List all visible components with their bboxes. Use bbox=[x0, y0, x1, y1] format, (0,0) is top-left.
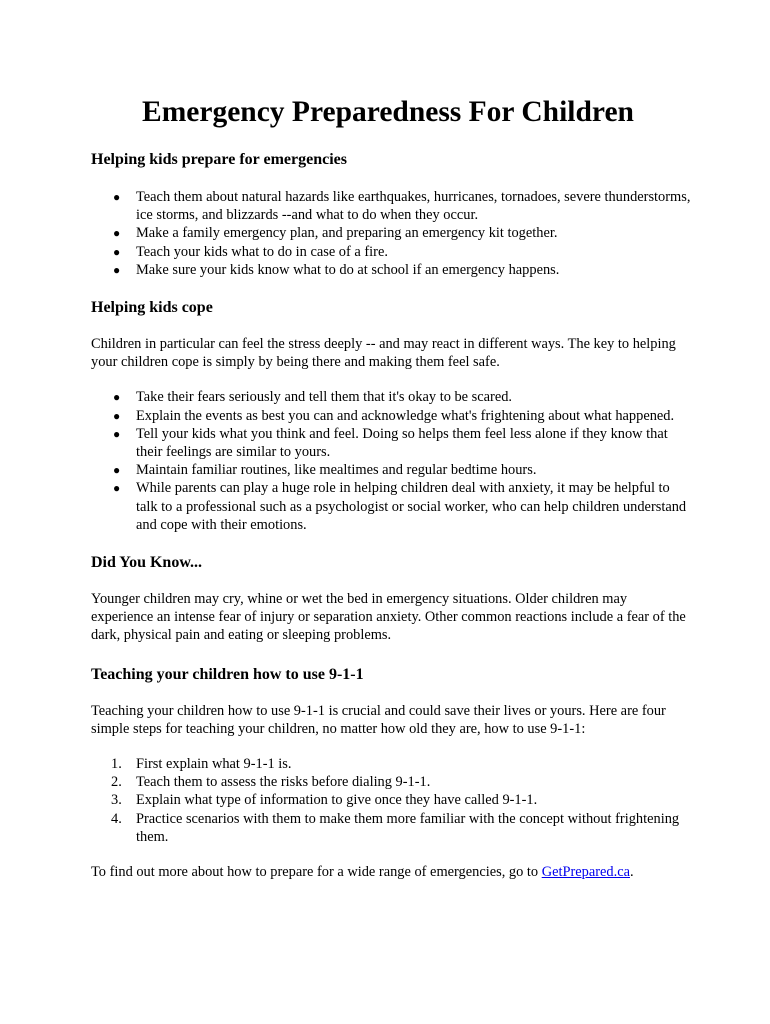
step-number: 4. bbox=[111, 810, 122, 827]
list-item-text: First explain what 9-1-1 is. bbox=[136, 756, 292, 773]
bullet-icon: ● bbox=[113, 244, 121, 259]
list-item-text: Teach them about natural hazards like earthquakes, hurricanes, tornadoes, severe thunderstorms, ice storms, and blizzards --and what to do when they occur. bbox=[136, 189, 691, 224]
cope-list bbox=[91, 388, 691, 534]
list-item-text: Tell your kids what you think and feel. Doing so helps them feel less alone if they know that their feelings are similar to yours. bbox=[136, 425, 668, 461]
bullet-icon: ● bbox=[113, 463, 121, 478]
footer-paragraph bbox=[91, 863, 691, 881]
step-number: 3. bbox=[111, 792, 122, 809]
document-page bbox=[91, 94, 691, 881]
bullet-icon: ● bbox=[113, 262, 121, 277]
list-item bbox=[91, 425, 691, 461]
list-item bbox=[91, 755, 691, 773]
list-item-text: While parents can play a huge role in helping children deal with anxiety, it may be helpful to talk to a professional such as a psychologist or social worker, who can help children understand and cope with their emotions. bbox=[136, 480, 687, 533]
list-item bbox=[91, 407, 691, 425]
list-item-text: Make sure your kids know what to do at school if an emergency happens. bbox=[136, 261, 560, 278]
page-title: Emergency Preparedness For Children bbox=[142, 96, 634, 128]
list-item-text: Maintain familiar routines, like mealtimes and regular bedtime hours. bbox=[136, 462, 537, 479]
911-intro-paragraph: Teaching your children how to use 9-1-1 is crucial and could save their lives or yours. Here are four simple steps for teaching your children, no matter how old they are, how to use 9-1-1: bbox=[91, 702, 666, 737]
cope-intro-paragraph: Children in particular can feel the stress deeply -- and may react in different ways. The key to helping your children cope is simply by being there and making them feel safe. bbox=[91, 336, 676, 371]
prepare-list bbox=[91, 188, 691, 279]
footer-text: To find out more about how to prepare for a wide range of emergencies, go to bbox=[91, 864, 542, 881]
step-number: 2. bbox=[111, 774, 122, 791]
bullet-icon: ● bbox=[113, 226, 121, 241]
section-heading-cope: Helping kids cope bbox=[91, 299, 213, 317]
step-number: 1. bbox=[111, 756, 122, 773]
bullet-icon: ● bbox=[113, 190, 121, 204]
bullet-icon: ● bbox=[113, 390, 121, 405]
list-item-text: Make a family emergency plan, and preparing an emergency kit together. bbox=[136, 225, 558, 242]
list-item bbox=[91, 388, 691, 406]
bullet-icon: ● bbox=[113, 426, 121, 441]
list-item bbox=[91, 479, 691, 534]
section-heading-911: Teaching your children how to use 9-1-1 bbox=[91, 665, 364, 683]
footer-trailing: . bbox=[629, 864, 634, 881]
section-heading-prepare: Helping kids prepare for emergencies bbox=[91, 151, 347, 168]
did-you-know-paragraph: Younger children may cry, whine or wet the bed in emergency situations. Older children may experience an intense fear of injury or separation anxiety. Other common reactions include a fear of the dark, physical pain and eating or sleeping problems. bbox=[91, 591, 686, 644]
list-item-text: Explain the events as best you can and acknowledge what's frightening about what happened. bbox=[136, 407, 675, 424]
getprepared-link[interactable]: GetPrepared.ca bbox=[541, 864, 630, 881]
911-steps-list bbox=[91, 755, 691, 846]
list-item bbox=[91, 261, 691, 279]
list-item bbox=[91, 224, 691, 242]
list-item bbox=[91, 773, 691, 791]
list-item bbox=[91, 243, 691, 261]
list-item bbox=[91, 810, 691, 846]
list-item-text: Teach your kids what to do in case of a fire. bbox=[136, 243, 388, 260]
list-item-text: Practice scenarios with them to make them more familiar with the concept without frightening them. bbox=[136, 810, 680, 845]
list-item bbox=[91, 791, 691, 809]
bullet-icon: ● bbox=[113, 481, 121, 496]
list-item-text: Take their fears seriously and tell them that it's okay to be scared. bbox=[136, 389, 513, 406]
list-item bbox=[91, 188, 691, 224]
list-item bbox=[91, 461, 691, 479]
list-item-text: Teach them to assess the risks before dialing 9-1-1. bbox=[136, 774, 431, 791]
list-item-text: Explain what type of information to give once they have called 9-1-1. bbox=[136, 792, 538, 809]
bullet-icon: ● bbox=[113, 408, 121, 423]
section-heading-did-you-know: Did You Know... bbox=[91, 554, 202, 572]
